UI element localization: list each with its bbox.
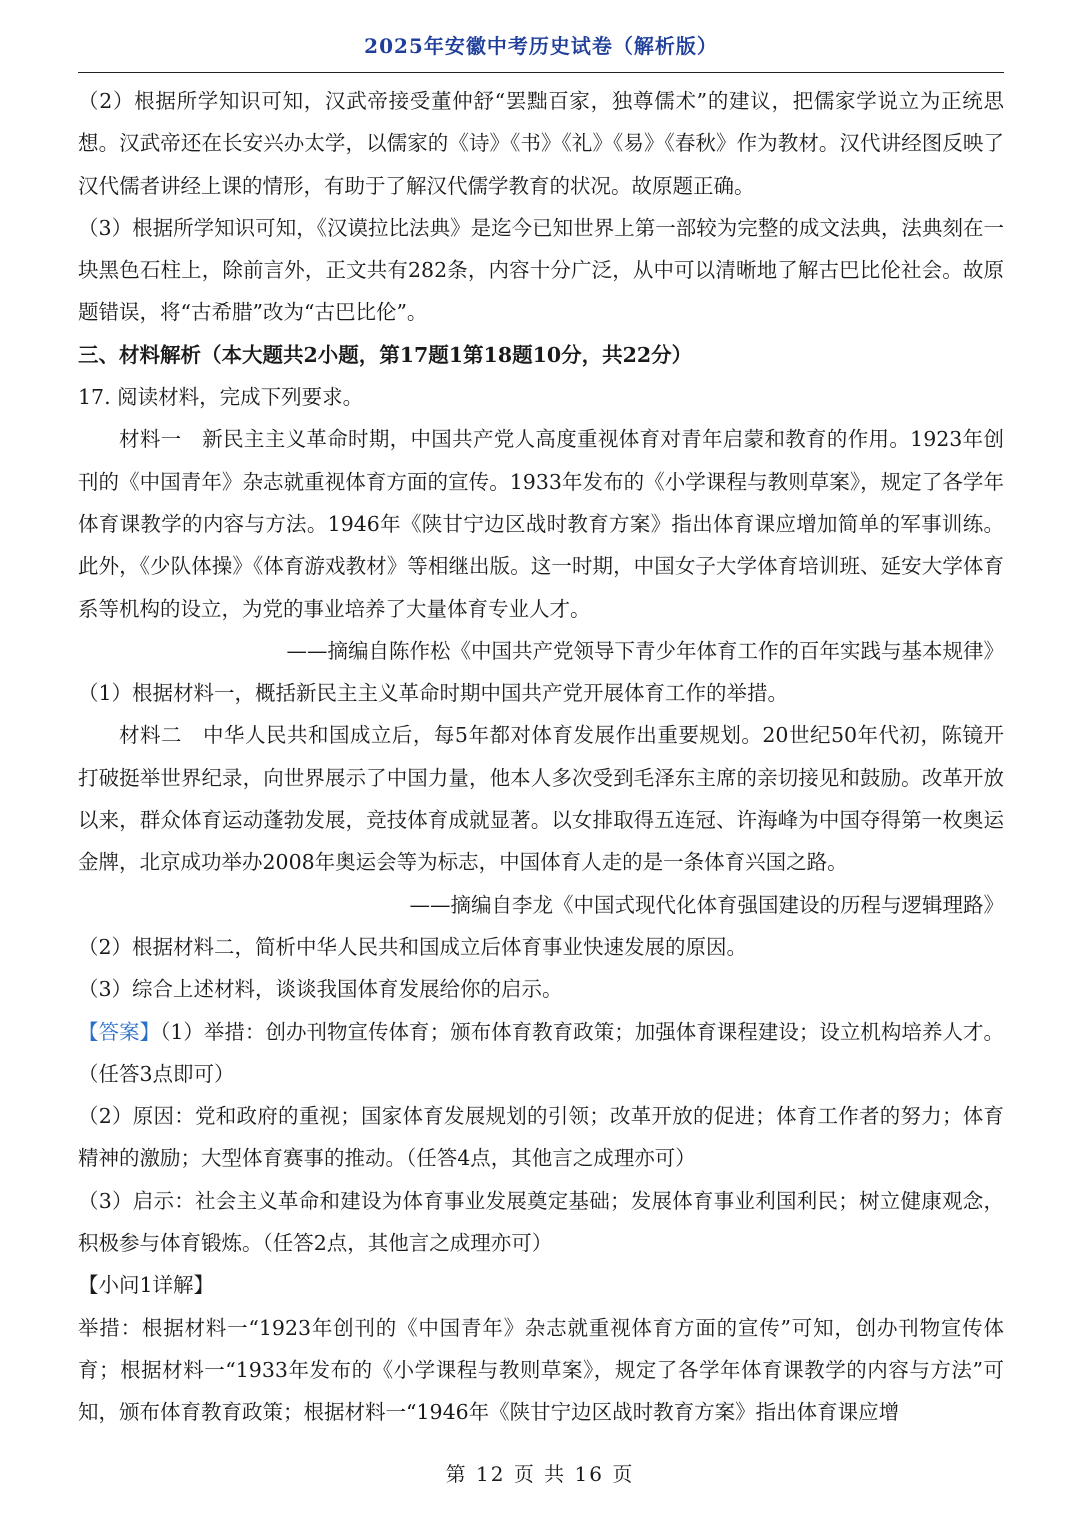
- detail-text: 举措：根据材料一“1923年创刊的《中国青年》杂志就重视体育方面的宣传”可知，创办刊物宣传体育；根据材料一“1933年发布的《小学课程与教则草案》，规定了各学年体育课教学的内容与方法”可知，颁布体育教育政策；根据材料一“1946年《陕甘宁边区战时教育方案》指出体育课应增: [78, 1315, 1004, 1425]
- sub-question-2: （2）根据材料二，简析中华人民共和国成立后体育事业快速发展的原因。: [78, 934, 748, 959]
- answer-3: （3）启示：社会主义革命和建设为体育事业发展奠定基础；发展体育事业利国利民；树立健康观念，积极参与体育锻炼。（任答2点，其他言之成理亦可）: [78, 1188, 1004, 1256]
- section-heading: 三、材料解析（本大题共2小题，第17题1第18题10分，共22分）: [78, 342, 693, 367]
- question-17: 17. 阅读材料，完成下列要求。: [78, 385, 364, 410]
- document-title: 2025年安徽中考历史试卷（解析版）: [364, 34, 718, 58]
- header-divider: [78, 72, 1004, 73]
- detail-heading: 【小问1详解】: [78, 1273, 215, 1298]
- material-2-source: ——摘编自李龙《中国式现代化体育强国建设的历程与逻辑理路》: [409, 892, 1004, 917]
- sub-question-3: （3）综合上述材料，谈谈我国体育发展给你的启示。: [78, 977, 563, 1002]
- answer-2: （2）原因：党和政府的重视；国家体育发展规划的引领；改革开放的促进；体育工作者的努力；体育精神的激励；大型体育赛事的推动。（任答4点，其他言之成理亦可）: [78, 1104, 1004, 1171]
- answer-tag: 【答案】: [78, 1019, 161, 1044]
- explanation-2: （2）根据所学知识可知，汉武帝接受董仲舒“罢黜百家，独尊儒术”的建议，把儒家学说立为正统思想。汉武帝还在长安兴办太学，以儒家的《诗》《书》《礼》《易》《春秋》作为教材。汉代讲经图反映了汉代儒者讲经上课的情形，有助于了解汉代儒学教育的状况。故原题正确。: [78, 89, 1004, 198]
- explanation-3: （3）根据所学知识可知，《汉谟拉比法典》是迄今已知世界上第一部较为完整的成文法典，法典刻在一块黑色石柱上，除前言外，正文共有282条，内容十分广泛，从中可以清晰地了解古巴比伦社会。故原题错误，将“古希腊”改为“古巴比伦”。: [78, 215, 1004, 325]
- sub-question-1: （1）根据材料一，概括新民主主义革命时期中国共产党开展体育工作的举措。: [78, 681, 789, 706]
- material-2: 材料二 中华人民共和国成立后，每5年都对体育发展作出重要规划。20世纪50年代初，陈镜开打破挺举世界纪录，向世界展示了中国力量，他本人多次受到毛泽东主席的亲切接见和鼓励。改革开放以来，群众体育运动蓬勃发展，竞技体育成就显著。以女排取得五连冠、许海峰为中国夺得第一枚奥运金牌，北京成功举办2008年奥运会等为标志，中国体育人走的是一条体育兴国之路。: [78, 723, 1004, 875]
- material-1-source: ——摘编自陈作松《中国共产党领导下青少年体育工作的百年实践与基本规律》: [286, 638, 1004, 663]
- answer-1-text: （1）举措：创办刊物宣传体育；颁布体育教育政策；加强体育课程建设；设立机构培养人才。（任答3点即可）: [78, 1019, 1004, 1086]
- page-number: 第 12 页 共 16 页: [445, 1462, 635, 1486]
- page-content: [78, 80, 1004, 1434]
- answer-1: [78, 1011, 1004, 1096]
- material-1: 材料一 新民主主义革命时期，中国共产党人高度重视体育对青年启蒙和教育的作用。1923年创刊的《中国青年》杂志就重视体育方面的宣传。1933年发布的《小学课程与教则草案》，规定了各学年体育课教学的内容与方法。1946年《陕甘宁边区战时教育方案》指出体育课应增加简单的军事训练。此外，《少队体操》《体育游戏教材》等相继出版。这一时期，中国女子大学体育培训班、延安大学体育系等机构的设立，为党的事业培养了大量体育专业人才。: [78, 427, 1004, 621]
